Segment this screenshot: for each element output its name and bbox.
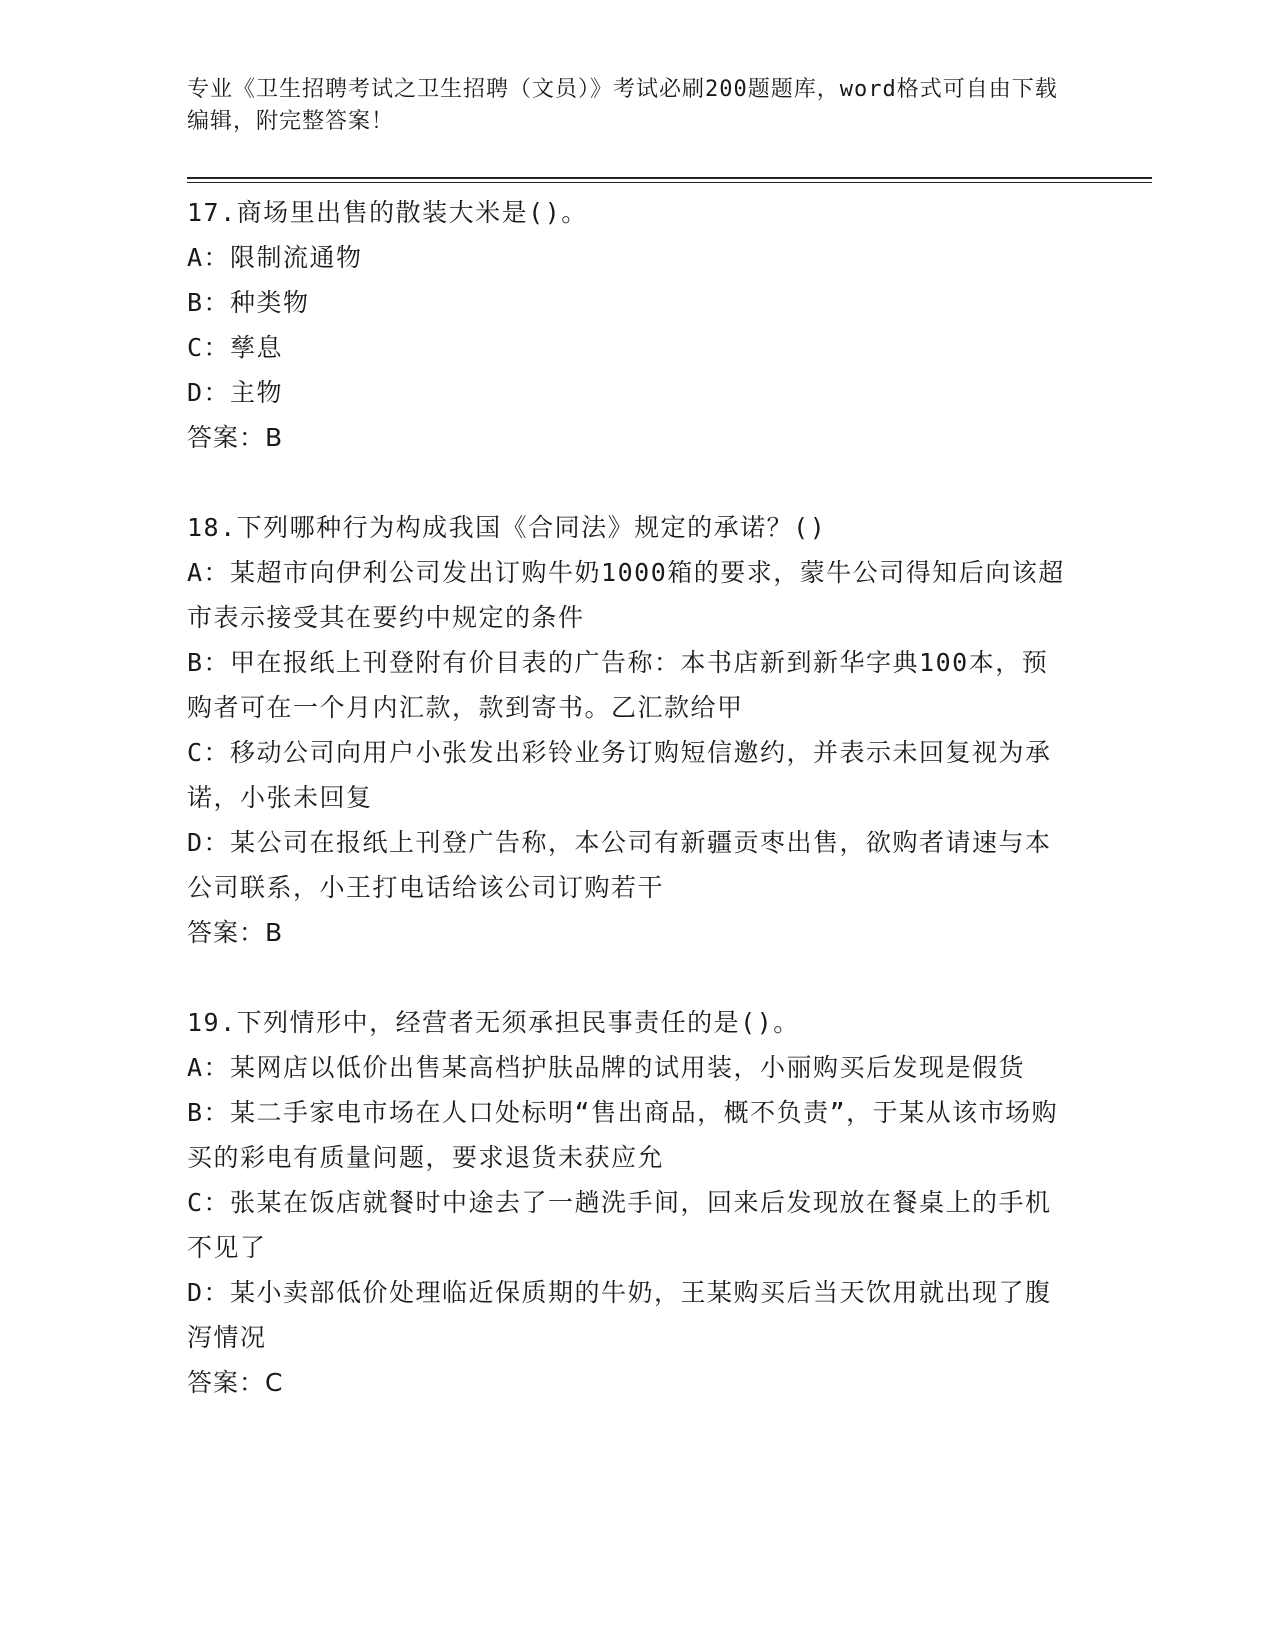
answer-line: 答案：B bbox=[187, 918, 284, 947]
question-stem: 17.商场里出售的散装大米是()。 bbox=[187, 198, 588, 227]
question-list bbox=[187, 190, 1067, 1450]
answer-line: 答案：C bbox=[187, 1368, 284, 1397]
question-stem: 19.下列情形中，经营者无须承担民事责任的是()。 bbox=[187, 1008, 800, 1037]
option-a: A：某超市向伊利公司发出订购牛奶1000箱的要求，蒙牛公司得知后向该超市表示接受其在要约中规定的条件 bbox=[187, 558, 1065, 632]
header-divider-thick bbox=[187, 177, 1152, 179]
option-c: C：孳息 bbox=[187, 333, 284, 362]
header-divider-thin bbox=[187, 182, 1152, 183]
question-17 bbox=[187, 190, 1067, 460]
option-c: C：移动公司向用户小张发出彩铃业务订购短信邀约，并表示未回复视为承诺，小张未回复 bbox=[187, 738, 1052, 812]
option-b: B：某二手家电市场在人口处标明“售出商品，概不负责”，于某从该市场购买的彩电有质量问题，要求退货未获应允 bbox=[187, 1098, 1059, 1172]
option-c: C：张某在饭店就餐时中途去了一趟洗手间，回来后发现放在餐桌上的手机不见了 bbox=[187, 1188, 1052, 1262]
answer-line: 答案：B bbox=[187, 423, 284, 452]
option-d: D：某公司在报纸上刊登广告称，本公司有新疆贡枣出售，欲购者请速与本公司联系，小王打电话给该公司订购若干 bbox=[187, 828, 1052, 902]
question-stem: 18.下列哪种行为构成我国《合同法》规定的承诺？() bbox=[187, 513, 827, 542]
option-a: A：限制流通物 bbox=[187, 243, 363, 272]
option-b: B：甲在报纸上刊登附有价目表的广告称：本书店新到新华字典100本，预购者可在一个月内汇款，款到寄书。乙汇款给甲 bbox=[187, 648, 1049, 722]
option-a: A：某网店以低价出售某高档护肤品牌的试用装，小丽购买后发现是假货 bbox=[187, 1053, 1026, 1082]
option-b: B：种类物 bbox=[187, 288, 310, 317]
question-18 bbox=[187, 505, 1067, 955]
option-d: D：主物 bbox=[187, 378, 284, 407]
question-19 bbox=[187, 1000, 1067, 1405]
document-header: 专业《卫生招聘考试之卫生招聘（文员）》考试必刷200题题库，word格式可自由下载编辑，附完整答案！ bbox=[187, 77, 1058, 134]
option-d: D：某小卖部低价处理临近保质期的牛奶，王某购买后当天饮用就出现了腹泻情况 bbox=[187, 1278, 1052, 1352]
